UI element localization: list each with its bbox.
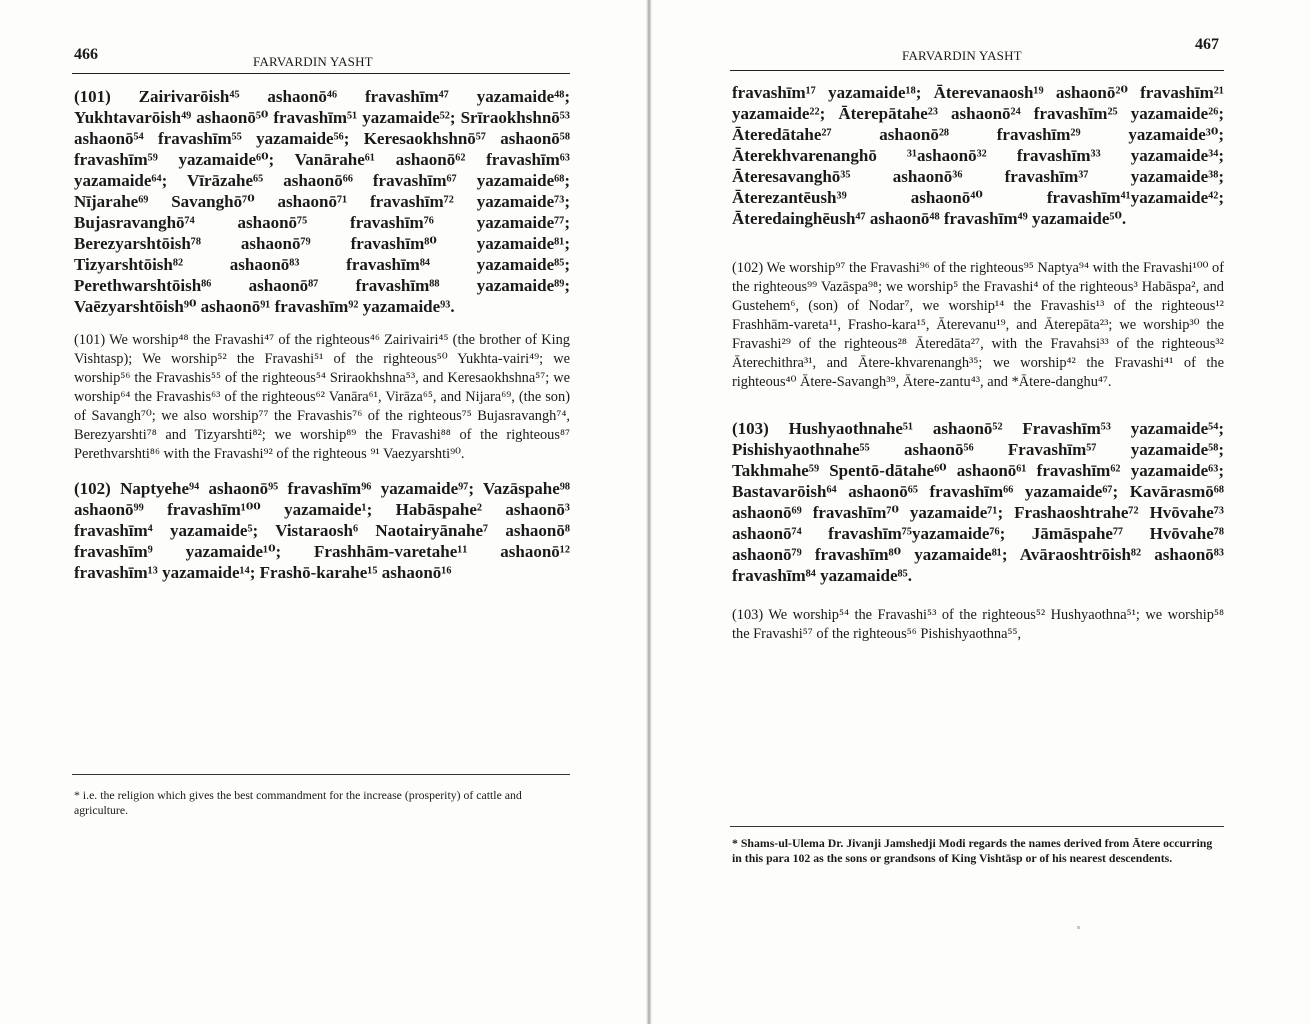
avestan-paragraph-101: (101) Zairivarōish⁴⁵ ashaonō⁴⁶ fravashīm⁴⁷ yazamaide⁴⁸; Yukhtavarōish⁴⁹ ashaonō⁵⁰ fravashīm⁵¹ yazamaide⁵²; Srīraokhshnō⁵³ ashaonō⁵⁴ fravashīm⁵⁵ yazamaide⁵⁶; Keresaokhshnō⁵⁷ ashaonō⁵⁸ fravashīm⁵⁹ yazamaide⁶⁰; Vanārahe⁶¹ ashaonō⁶² fravashīm⁶³ yazamaide⁶⁴; Vīrāzahe⁶⁵ ashaonō⁶⁶ fravashīm⁶⁷ yazamaide⁶⁸; Nījarahe⁶⁹ Savanghō⁷⁰ ashaonō⁷¹ fravashīm⁷² yazamaide⁷³; Bujasravanghō⁷⁴ ashaonō⁷⁵ fravashīm⁷⁶ yazamaide⁷⁷; Berezyarshtōish⁷⁸ ashaonō⁷⁹ fravashīm⁸⁰ yazamaide⁸¹; Tizyarshtōish⁸² ashaonō⁸³ fravashīm⁸⁴ yazamaide⁸⁵; Perethwarshtōish⁸⁶ ashaonō⁸⁷ fravashīm⁸⁸ yazamaide⁸⁹; Vaēzyarshtōish⁹⁰ ashaonō⁹¹ fravashīm⁹² yazamaide⁹³. <box>74 87 570 316</box>
right-page <box>652 0 1310 1024</box>
footnote-rule <box>730 826 1224 827</box>
footnote-rule <box>72 774 570 775</box>
right-body <box>732 82 1224 658</box>
header-rule <box>730 70 1224 71</box>
footnote: * Shams-ul-Ulema Dr. Jivanji Jamshedji Modi regards the names derived from Ātere occurring in this para 102 as the sons or grandsons of King Vishtāsp or of his nearest descendents. <box>732 836 1213 865</box>
header-rule <box>72 73 570 74</box>
translation-paragraph-101: (101) We worship⁴⁸ the Fravashi⁴⁷ of the righteous⁴⁶ Zairivairi⁴⁵ (the brother of King Vishtasp); We worship⁵² the Fravashi⁵¹ of the righteous⁵⁰ Yukhta-vairi⁴⁹; we worship⁵⁶ the Fravashis⁵⁵ of the righteous⁵⁴ Sriraokhshna⁵³, and Keresaokhshna⁵⁷; we worship⁶⁴ the Fravashis⁶³ of the righteous⁶² Vanāra⁶¹, Virāza⁶⁵, and Nijara⁶⁹, (the son) of Savangh⁷⁰; we also worship⁷⁷ the Fravashis⁷⁶ of the righteous⁷⁵ Bujasravangh⁷⁴, Berezyarshti⁷⁸ and Tizyarshti⁸²; we worship⁸⁹ the Fravashi⁸⁸ of the righteous⁸⁷ Perethvarshti⁸⁶ with the Fravashi⁹² of the righteous ⁹¹ Vaezyarshti⁹⁰. <box>74 332 570 462</box>
running-head: FARVARDIN YASHT <box>253 54 373 69</box>
paper-speck <box>1077 926 1080 929</box>
translation-paragraph-102: (102) We worship⁹⁷ the Fravashi⁹⁶ of the righteous⁹⁵ Naptya⁹⁴ with the Fravashi¹⁰⁰ of the righteous⁹⁹ Vazāspa⁹⁸; we worship⁵ the Fravashi⁴ of the righteous³ Habāspa², and Gustehem⁶, (son) of Nodar⁷, we worship¹⁴ the Fravashis¹³ of the righteous¹² Frashhām-vareta¹¹, Frasho-kara¹⁵, Āterevanu¹⁹, and Āterepāta²³; we worship³⁰ the Fravashi²⁹ of the righteous²⁸ Āteredāta²⁷, with the Fravahsi³³ of the righteous³² Āterechithra³¹, and Ātere-khvarenangh³⁵; we worship⁴² the Fravashi⁴¹ of the righteous⁴⁰ Ātere-Savangh³⁹, Ātere-zantu⁴³, and *Ātere-danghu⁴⁷. <box>732 260 1224 390</box>
page-number: 466 <box>74 46 98 63</box>
footnote: * i.e. the religion which gives the best commandment for the increase (prosperity) of cattle and agriculture. <box>74 788 522 817</box>
avestan-paragraph-103: (103) Hushyaothnahe⁵¹ ashaonō⁵² Fravashīm⁵³ yazamaide⁵⁴; Pishishyaothnahe⁵⁵ ashaonō⁵⁶ Fravashīm⁵⁷ yazamaide⁵⁸; Takhmahe⁵⁹ Spentō-dātahe⁶⁰ ashaonō⁶¹ fravashīm⁶² yazamaide⁶³; Bastavarōish⁶⁴ ashaonō⁶⁵ fravashīm⁶⁶ yazamaide⁶⁷; Kavārasmō⁶⁸ ashaonō⁶⁹ fravashīm⁷⁰ yazamaide⁷¹; Frashaoshtrahe⁷² Hvōvahe⁷³ ashaonō⁷⁴ fravashīm⁷⁵yazamaide⁷⁶; Jāmāspahe⁷⁷ Hvōvahe⁷⁸ ashaonō⁷⁹ fravashīm⁸⁰ yazamaide⁸¹; Avāraoshtrōish⁸² ashaonō⁸³ fravashīm⁸⁴ yazamaide⁸⁵. <box>732 419 1224 585</box>
avestan-paragraph-102-continued: fravashīm¹⁷ yazamaide¹⁸; Āterevanaosh¹⁹ ashaonō²⁰ fravashīm²¹ yazamaide²²; Āterepātahe²³ ashaonō²⁴ fravashīm²⁵ yazamaide²⁶; Āteredātahe²⁷ ashaonō²⁸ fravashīm²⁹ yazamaide³⁰; Āterekhvarenanghō ³¹ashaonō³² fravashīm³³ yazamaide³⁴; Āteresavanghō³⁵ ashaonō³⁶ fravashīm³⁷ yazamaide³⁸; Āterezantēush³⁹ ashaonō⁴⁰ fravashīm⁴¹yazamaide⁴²; Āteredainghēush⁴⁷ ashaonō⁴⁸ fravashīm⁴⁹ yazamaide⁵⁰. <box>732 83 1224 228</box>
running-head: FARVARDIN YASHT <box>902 48 1022 63</box>
avestan-paragraph-102: (102) Naptyehe⁹⁴ ashaonō⁹⁵ fravashīm⁹⁶ yazamaide⁹⁷; Vazāspahe⁹⁸ ashaonō⁹⁹ fravashīm¹⁰⁰ yazamaide¹; Habāspahe² ashaonō³ fravashīm⁴ yazamaide⁵; Vistaraosh⁶ Naotairyānahe⁷ ashaonō⁸ fravashīm⁹ yazamaide¹⁰; Frashhām-varetahe¹¹ ashaonō¹² fravashīm¹³ yazamaide¹⁴; Frashō-karahe¹⁵ ashaonō¹⁶ <box>74 479 570 582</box>
left-page <box>0 0 646 1024</box>
left-body <box>74 86 570 597</box>
page-number: 467 <box>1195 36 1219 53</box>
translation-paragraph-103: (103) We worship⁵⁴ the Fravashi⁵³ of the righteous⁵² Hushyaothna⁵¹; we worship⁵⁸ the Fravashi⁵⁷ of the righteous⁵⁶ Pishishyaothna⁵⁵, <box>732 607 1224 642</box>
